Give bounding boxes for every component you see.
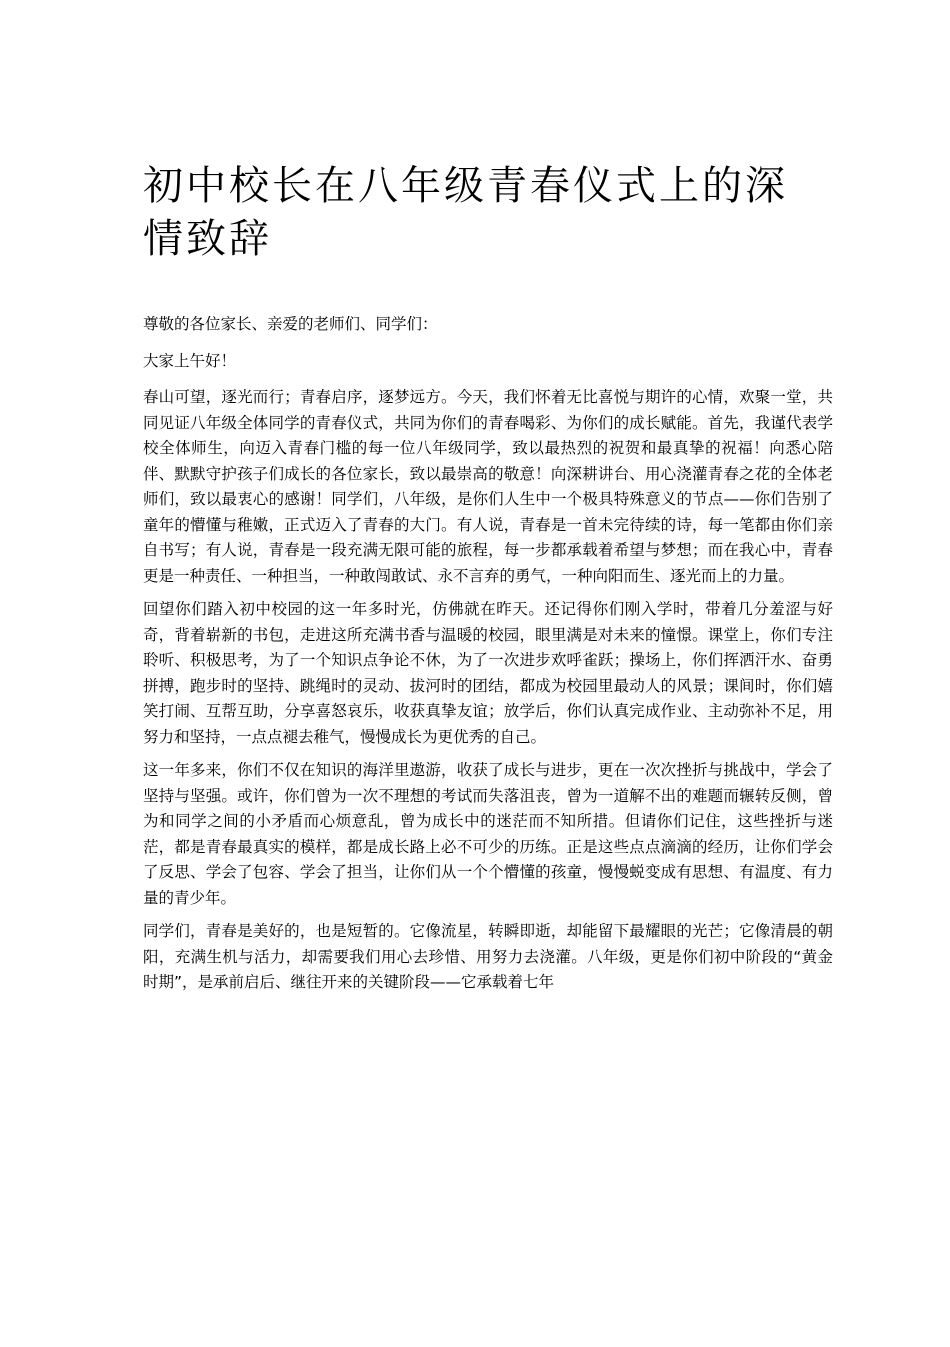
paragraph: 同学们，青春是美好的，也是短暂的。它像流星，转瞬即逝，却能留下最耀眼的光芒；它像清晨的朝阳，充满生机与活力，却需要我们用心去珍惜、用努力去浇灌。八年级，更是你们初中阶段的“黄金时期”，是承前启后、继往开来的关键阶段——它承载着七年 [143,922,833,991]
paragraph: 回望你们踏入初中校园的这一年多时光，仿佛就在昨天。还记得你们刚入学时，带着几分羞涩与好奇，背着崭新的书包，走进这所充满书香与温暖的校园，眼里满是对未来的憧憬。课堂上，你们专注聆听、积极思考，为了一个知识点争论不休，为了一次进步欢呼雀跃；操场上，你们挥洒汗水、奋勇拼搏，跑步时的坚持、跳绳时的灵动、拔河时的团结，都成为校园里最动人的风景；课间时，你们嬉笑打闹、互帮互助，分享喜怒哀乐，收获真挚友谊；放学后，你们认真完成作业、主动弥补不足，用努力和坚持，一点点褪去稚气，慢慢成长为更优秀的自己。 [143,600,833,746]
document-body [143,312,833,1004]
salutation: 尊敬的各位家长、亲爱的老师们、同学们： [143,315,438,333]
paragraph: 这一年多来，你们不仅在知识的海洋里遨游，收获了成长与进步，更在一次次挫折与挑战中，学会了坚持与坚强。或许，你们曾为一次不理想的考试而失落沮丧，曾为一道解不出的难题而辗转反侧，曾为和同学之间的小矛盾而心烦意乱，曾为成长中的迷茫而不知所措。但请你们记住，这些挫折与迷茫，都是青春最真实的模样，都是成长路上必不可少的历练。正是这些点点滴滴的经历，让你们学会了反思、学会了包容、学会了担当，让你们从一个个懵懂的孩童，慢慢蜕变成有思想、有温度、有力量的青少年。 [143,761,833,907]
paragraph: 春山可望，逐光而行；青春启序，逐梦远方。今天，我们怀着无比喜悦与期许的心情，欢聚一堂，共同见证八年级全体同学的青春仪式，共同为你们的青春喝彩、为你们的成长赋能。首先，我谨代表学校全体师生，向迈入青春门槛的每一位八年级同学，致以最热烈的祝贺和最真挚的祝福！向悉心陪伴、默默守护孩子们成长的各位家长，致以最崇高的敬意！向深耕讲台、用心浇灌青春之花的全体老师们，致以最衷心的感谢！同学们，八年级，是你们人生中一个极具特殊意义的节点——你们告别了童年的懵懂与稚嫩，正式迈入了青春的大门。有人说，青春是一首未完待续的诗，每一笔都由你们亲自书写；有人说，青春是一段充满无限可能的旅程，每一步都承载着希望与梦想；而在我心中，青春更是一种责任、一种担当，一种敢闯敢试、永不言弃的勇气，一种向阳而生、逐光而上的力量。 [143,388,833,585]
document-title: 初中校长在八年级青春仪式上的深情致辞 [143,163,788,262]
greeting: 大家上午好！ [143,351,237,370]
